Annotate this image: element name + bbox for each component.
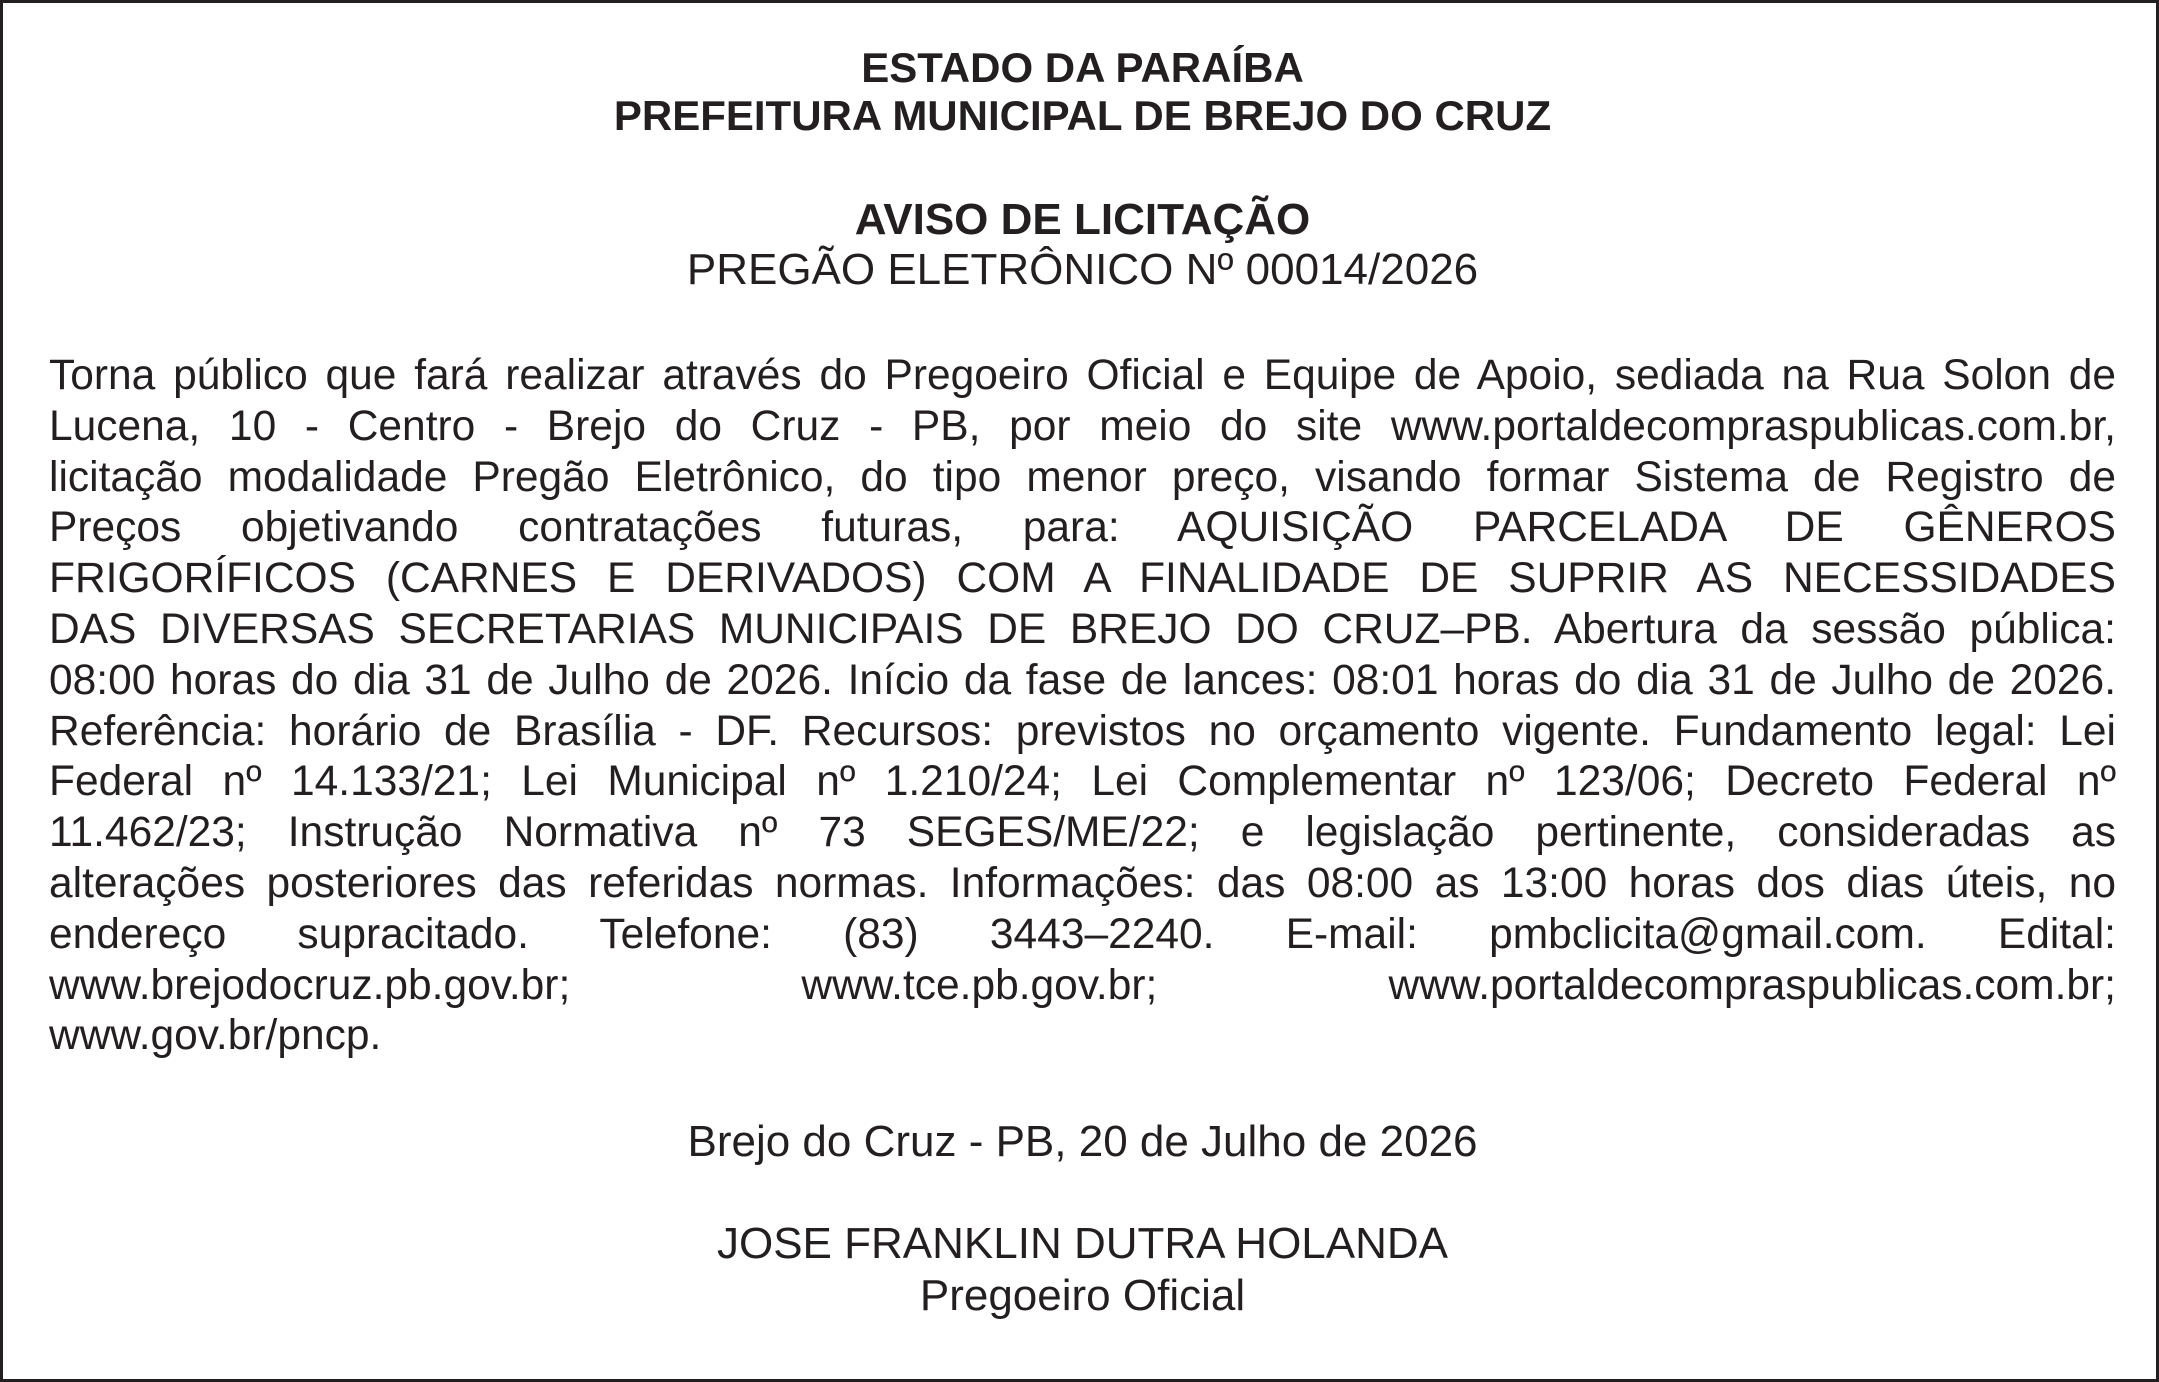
body-line: alterações posteriores das referidas normas. Informações: das 08:00 as 13:00 horas dos dias úteis, no <box>49 859 2116 907</box>
body-line: Federal nº 14.133/21; Lei Municipal nº 1.210/24; Lei Complementar nº 123/06; Decreto Federal nº <box>49 758 2116 806</box>
municipality-heading: PREFEITURA MUNICIPAL DE BREJO DO CRUZ <box>613 92 1552 139</box>
body-line: DAS DIVERSAS SECRETARIAS MUNICIPAIS DE BREJO DO CRUZ–PB. Abertura da sessão pública: <box>49 605 2116 653</box>
body-line: licitação modalidade Pregão Eletrônico, do tipo menor preço, visando formar Sistema de Registro de <box>49 453 2116 501</box>
notice-subtitle: PREGÃO ELETRÔNICO Nº 00014/2026 <box>686 245 1479 294</box>
signatory-role: Pregoeiro Oficial <box>919 1271 1246 1320</box>
body-line: Referência: horário de Brasília - DF. Recursos: previstos no orçamento vigente. Fundamento legal: Lei <box>49 707 2116 755</box>
body-line: www.brejodocruz.pb.gov.br; www.tce.pb.gov.br; www.portaldecompraspublicas.com.br; <box>49 961 2116 1009</box>
body-line: Lucena, 10 - Centro - Brejo do Cruz - PB, por meio do site www.portaldecompraspublicas.com.br, <box>49 402 2116 450</box>
body-line: www.gov.br/pncp. <box>49 1012 382 1060</box>
state-heading: ESTADO DA PARAÍBA <box>861 44 1304 91</box>
place-date: Brejo do Cruz - PB, 20 de Julho de 2026 <box>687 1117 1478 1166</box>
body-line: FRIGORÍFICOS (CARNES E DERIVADOS) COM A FINALIDADE DE SUPRIR AS NECESSIDADES <box>49 555 2116 603</box>
body-line: Preços objetivando contratações futuras, para: AQUISIÇÃO PARCELADA DE GÊNEROS <box>49 504 2116 552</box>
body-line: Torna público que fará realizar através do Pregoeiro Oficial e Equipe de Apoio, sediada na Rua Solon de <box>49 352 2116 399</box>
body-line: endereço supracitado. Telefone: (83) 3443–2240. E-mail: pmbclicita@gmail.com. Edital: <box>49 910 2116 958</box>
notice-body <box>49 351 2116 1062</box>
body-line: 11.462/23; Instrução Normativa nº 73 SEGES/ME/22; e legislação pertinente, consideradas as <box>49 809 2116 857</box>
notice-title: AVISO DE LICITAÇÃO <box>854 195 1311 244</box>
signatory-name: JOSE FRANKLIN DUTRA HOLANDA <box>716 1219 1449 1268</box>
body-line: 08:00 horas do dia 31 de Julho de 2026. Início da fase de lances: 08:01 horas do dia 31 de Julho de 2026. <box>49 656 2116 704</box>
